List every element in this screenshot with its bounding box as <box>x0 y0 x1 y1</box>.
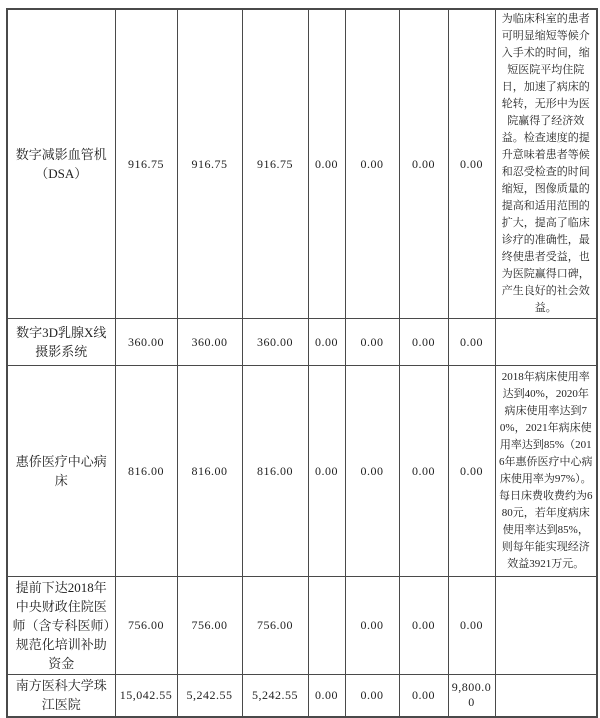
value-cell: 0.00 <box>448 9 495 319</box>
item-name-cell: 数字3D乳腺X线摄影系统 <box>7 319 115 366</box>
note-cell <box>495 319 597 366</box>
value-cell: 0.00 <box>448 366 495 577</box>
value-cell: 360.00 <box>177 319 242 366</box>
value-cell: 0.00 <box>345 577 399 675</box>
value-cell: 360.00 <box>242 319 308 366</box>
note-cell: 2018年病床使用率达到40%，2020年病床使用率达到70%，2021年病床使用率达到85%（2016年惠侨医疗中心病床使用率为97%）。每日床费收费约为680元，若年度病床使用率达到85%，则每年能实现经济效益3921万元。 <box>495 366 597 577</box>
item-name-cell: 提前下达2018年中央财政住院医师（含专科医师）规范化培训补助资金 <box>7 577 115 675</box>
value-cell: 5,242.55 <box>242 675 308 717</box>
value-cell <box>308 577 345 675</box>
value-cell: 916.75 <box>115 9 177 319</box>
document-page <box>6 8 598 718</box>
item-name-cell: 南方医科大学珠江医院 <box>7 675 115 717</box>
value-cell: 0.00 <box>448 577 495 675</box>
table-row <box>7 366 597 577</box>
value-cell: 360.00 <box>115 319 177 366</box>
note-cell <box>495 675 597 717</box>
value-cell: 0.00 <box>399 366 448 577</box>
value-cell: 916.75 <box>177 9 242 319</box>
value-cell: 916.75 <box>242 9 308 319</box>
table-row <box>7 675 597 717</box>
value-cell: 9,800.00 <box>448 675 495 717</box>
value-cell: 15,042.55 <box>115 675 177 717</box>
value-cell: 5,242.55 <box>177 675 242 717</box>
table-row <box>7 319 597 366</box>
budget-table <box>6 8 598 718</box>
value-cell: 0.00 <box>345 319 399 366</box>
value-cell: 756.00 <box>177 577 242 675</box>
value-cell: 0.00 <box>399 577 448 675</box>
value-cell: 0.00 <box>345 9 399 319</box>
table-row <box>7 577 597 675</box>
note-cell <box>495 577 597 675</box>
value-cell: 756.00 <box>242 577 308 675</box>
value-cell: 0.00 <box>308 675 345 717</box>
value-cell: 816.00 <box>177 366 242 577</box>
value-cell: 0.00 <box>448 319 495 366</box>
item-name-cell: 数字减影血管机（DSA） <box>7 9 115 319</box>
value-cell: 816.00 <box>115 366 177 577</box>
note-cell: 为临床科室的患者可明显缩短等候介入手术的时间，缩短医院平均住院日，加速了病床的轮转，无形中为医院赢得了经济效益。检查速度的提升意味着患者等候和忍受检查的时间缩短，图像质量的提高和适用范围的扩大，提高了临床诊疗的准确性，最终使患者受益，也为医院赢得口碑，产生良好的社会效益。 <box>495 9 597 319</box>
value-cell: 816.00 <box>242 366 308 577</box>
value-cell: 0.00 <box>399 9 448 319</box>
value-cell: 756.00 <box>115 577 177 675</box>
value-cell: 0.00 <box>308 366 345 577</box>
value-cell: 0.00 <box>345 366 399 577</box>
value-cell: 0.00 <box>399 319 448 366</box>
value-cell: 0.00 <box>345 675 399 717</box>
table-row <box>7 9 597 319</box>
value-cell: 0.00 <box>399 675 448 717</box>
item-name-cell: 惠侨医疗中心病床 <box>7 366 115 577</box>
value-cell: 0.00 <box>308 319 345 366</box>
value-cell: 0.00 <box>308 9 345 319</box>
